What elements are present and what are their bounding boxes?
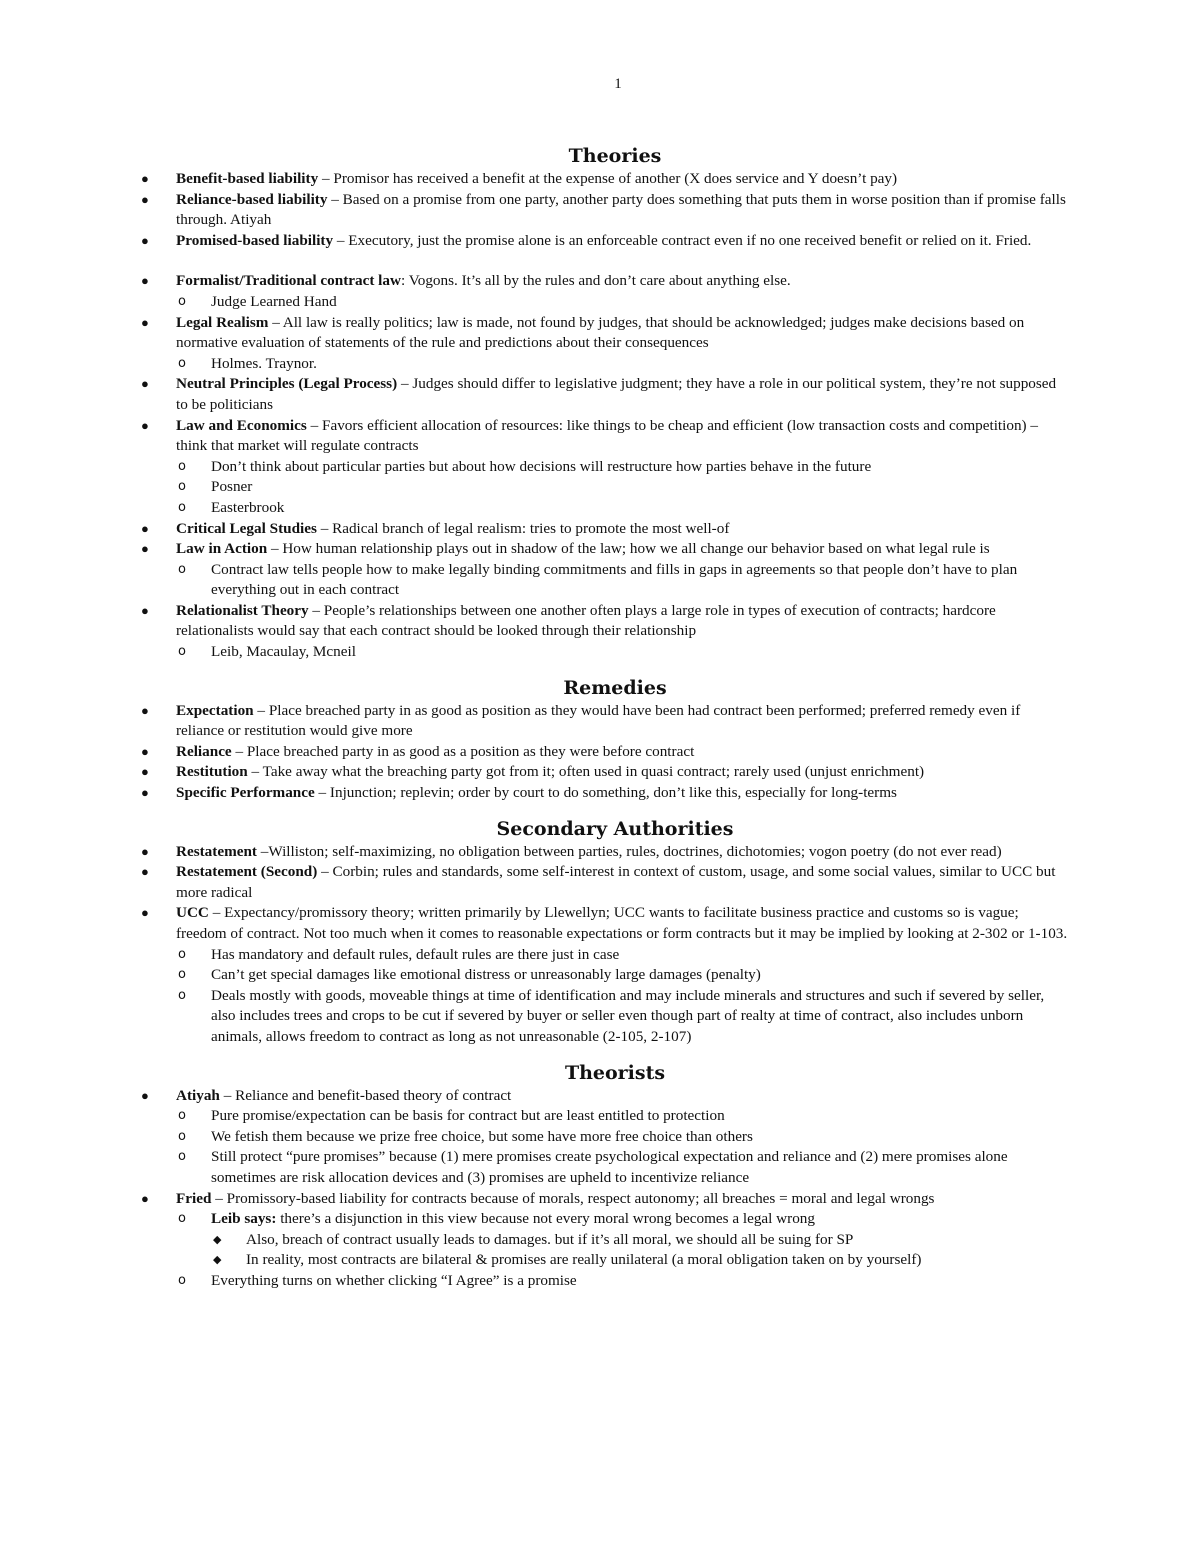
- list-item: ● Reliance-based liability – Based on a promise from one party, another party does something that puts them in worse position than if promise falls through. Atiyah: [141, 190, 1066, 229]
- bullet-icon: ●: [141, 702, 149, 718]
- list-item: ● Restatement –Williston; self-maximizing, no obligation between parties, rules, doctrines, dichotomies; vogon poetry (do not ever read): [138, 842, 1068, 863]
- theories-list: [138, 169, 1068, 663]
- bullet-icon: ●: [141, 273, 149, 289]
- circle-bullet-icon: o: [178, 1108, 186, 1124]
- bullet-icon: ●: [141, 314, 149, 330]
- bullet-icon: ●: [141, 376, 149, 392]
- diamond-bullet-icon: ◆: [213, 1233, 222, 1246]
- bullet-icon: ●: [141, 520, 149, 536]
- page-number: 1: [614, 76, 622, 92]
- list-item: ◆ In reality, most contracts are bilateral & promises are really unilateral (a moral obligation taken on by yourself): [138, 1250, 1068, 1271]
- bullet-icon: ●: [141, 843, 149, 859]
- bullet-icon: ●: [141, 785, 149, 801]
- list-item: ◆ Also, breach of contract usually leads to damages. but if it’s all moral, we should all be suing for SP: [138, 1230, 1068, 1251]
- remedies-list: [138, 701, 1068, 804]
- list-item: ● Critical Legal Studies – Radical branch of legal realism: tries to promote the most well-of: [138, 519, 1068, 540]
- list-item: o Contract law tells people how to make legally binding commitments and fills in gaps in agreements so that people don’t have to plan everything out in each contract: [178, 560, 1018, 599]
- diamond-bullet-icon: ◆: [213, 1254, 222, 1267]
- circle-bullet-icon: o: [178, 987, 186, 1003]
- bullet-icon: ●: [141, 541, 149, 557]
- list-item: o We fetish them because we prize free choice, but some have more free choice than others: [138, 1127, 1068, 1148]
- secondary-authorities-list: [138, 842, 1068, 1048]
- list-item: ● Benefit-based liability – Promisor has received a benefit at the expense of another (X does service and Y doesn’t pay): [138, 169, 1068, 190]
- list-item: o Still protect “pure promises” because (1) mere promises create psychological expectation and reliance and (2) mere promises alone sometimes are risk allocation devices and (3) promises are upheld to incentivize reliance: [178, 1148, 1008, 1186]
- circle-bullet-icon: o: [178, 458, 186, 474]
- bullet-icon: ●: [141, 743, 149, 759]
- list-item: ● Fried – Promissory-based liability for contracts because of morals, respect autonomy; all breaches = moral and legal wrongs: [138, 1189, 1068, 1210]
- document-body: [138, 143, 1068, 1304]
- circle-bullet-icon: o: [178, 293, 186, 309]
- circle-bullet-icon: o: [178, 479, 186, 495]
- list-item: ● Expectation – Place breached party in as good as position as they would have been had contract been performed; preferred remedy even if reliance or restitution would give more: [141, 701, 1021, 740]
- list-item: ● Law in Action – How human relationship plays out in shadow of the law; how we all change our behavior based on what legal rule is: [138, 539, 1068, 560]
- section-theories: [138, 143, 1068, 663]
- list-item: ● Reliance – Place breached party in as good as a position as they were before contract: [138, 742, 1068, 763]
- theorists-list: [138, 1086, 1068, 1292]
- list-item: ● Formalist/Traditional contract law: Vogons. It’s all by the rules and don’t care about anything else.: [138, 271, 1068, 292]
- list-item: ● Specific Performance – Injunction; replevin; order by court to do something, don’t like this, especially for long-terms: [138, 783, 1068, 804]
- bullet-icon: ●: [141, 602, 149, 618]
- circle-bullet-icon: o: [178, 1149, 186, 1165]
- section-heading: Secondary Authorities: [496, 817, 734, 840]
- list-item: o Posner: [138, 477, 1068, 498]
- list-item: ● Neutral Principles (Legal Process) – Judges should differ to legislative judgment; they have a role in our political system, they’re not supposed to be politicians: [141, 375, 1057, 413]
- bullet-icon: ●: [141, 864, 149, 880]
- list-item: o Leib, Macaulay, Mcneil: [138, 642, 1068, 663]
- bullet-icon: ●: [141, 1190, 149, 1206]
- section-secondary-authorities: [138, 816, 1068, 1048]
- section-heading: Theorists: [564, 1061, 666, 1084]
- list-item: ● Atiyah – Reliance and benefit-based theory of contract: [138, 1086, 1068, 1107]
- bullet-icon: ●: [141, 191, 149, 207]
- list-item: ● Restitution – Take away what the breaching party got from it; often used in quasi contract; rarely used (unjust enrichment): [138, 762, 1068, 783]
- circle-bullet-icon: o: [178, 946, 186, 962]
- list-item: o Easterbrook: [138, 498, 1068, 519]
- circle-bullet-icon: o: [178, 644, 186, 660]
- list-item: ● UCC – Expectancy/promissory theory; written primarily by Llewellyn; UCC wants to facilitate business practice and customs so is vague; freedom of contract. Not too much when it comes to reasonable expectations or form contracts but it may be implied by looking at 2-302 or 1-103.: [141, 904, 1068, 942]
- bullet-icon: ●: [141, 1087, 149, 1103]
- list-item: ● Legal Realism – All law is really politics; law is made, not found by judges, that should be acknowledged; judges make decisions based on normative evaluation of statements of the rule and predictions about their consequences: [141, 313, 1025, 352]
- bullet-icon: ●: [141, 232, 149, 248]
- list-item: o Judge Learned Hand: [138, 292, 1068, 313]
- bullet-icon: ●: [141, 764, 149, 780]
- circle-bullet-icon: o: [178, 355, 186, 371]
- list-item: o Can’t get special damages like emotional distress or unreasonably large damages (penalty): [138, 965, 1068, 986]
- section-heading: Theories: [568, 145, 662, 167]
- section-theorists: [138, 1060, 1068, 1292]
- section-heading: Remedies: [563, 676, 667, 699]
- list-item: o Leib says: there’s a disjunction in this view because not every moral wrong becomes a legal wrong: [138, 1209, 1068, 1230]
- circle-bullet-icon: o: [178, 1272, 186, 1288]
- list-item: ● Law and Economics – Favors efficient allocation of resources: like things to be cheap and efficient (low transaction costs and competition) – think that market will regulate contracts: [141, 416, 1038, 455]
- circle-bullet-icon: o: [178, 1211, 186, 1227]
- circle-bullet-icon: o: [178, 561, 186, 577]
- section-remedies: [138, 675, 1068, 804]
- list-item: ● Restatement (Second) – Corbin; rules and standards, some self-interest in context of custom, usage, and some social values, similar to UCC but more radical: [141, 863, 1056, 901]
- circle-bullet-icon: o: [178, 499, 186, 515]
- circle-bullet-icon: o: [178, 967, 186, 983]
- bullet-icon: ●: [141, 905, 149, 921]
- list-item: o Everything turns on whether clicking “I Agree” is a promise: [138, 1271, 1068, 1292]
- list-item: o Pure promise/expectation can be basis for contract but are least entitled to protection: [138, 1106, 1068, 1127]
- list-item: o Has mandatory and default rules, default rules are there just in case: [138, 945, 1068, 966]
- bullet-icon: ●: [141, 171, 149, 186]
- list-item: ● Relationalist Theory – People’s relationships between one another often plays a large role in types of execution of contracts; hardcore relationalists would say that each contract should be looked through their relationship: [141, 601, 996, 640]
- list-item: o Deals mostly with goods, moveable things at time of identification and may include minerals and structures and such if severed by seller, also includes trees and crops to be cut if severed by buyer or seller even though part of realty at time of contract, also includes unborn animals, allows freedom to contract as long as not unreasonable (2-105, 2-107): [178, 986, 1045, 1045]
- bullet-icon: ●: [141, 417, 149, 433]
- list-item: ● Promised-based liability – Executory, just the promise alone is an enforceable contract even if no one received benefit or relied on it. Fried.: [138, 231, 1068, 252]
- list-item: o Don’t think about particular parties but about how decisions will restructure how parties behave in the future: [138, 457, 1068, 478]
- circle-bullet-icon: o: [178, 1128, 186, 1144]
- list-item: o Holmes. Traynor.: [138, 354, 1068, 375]
